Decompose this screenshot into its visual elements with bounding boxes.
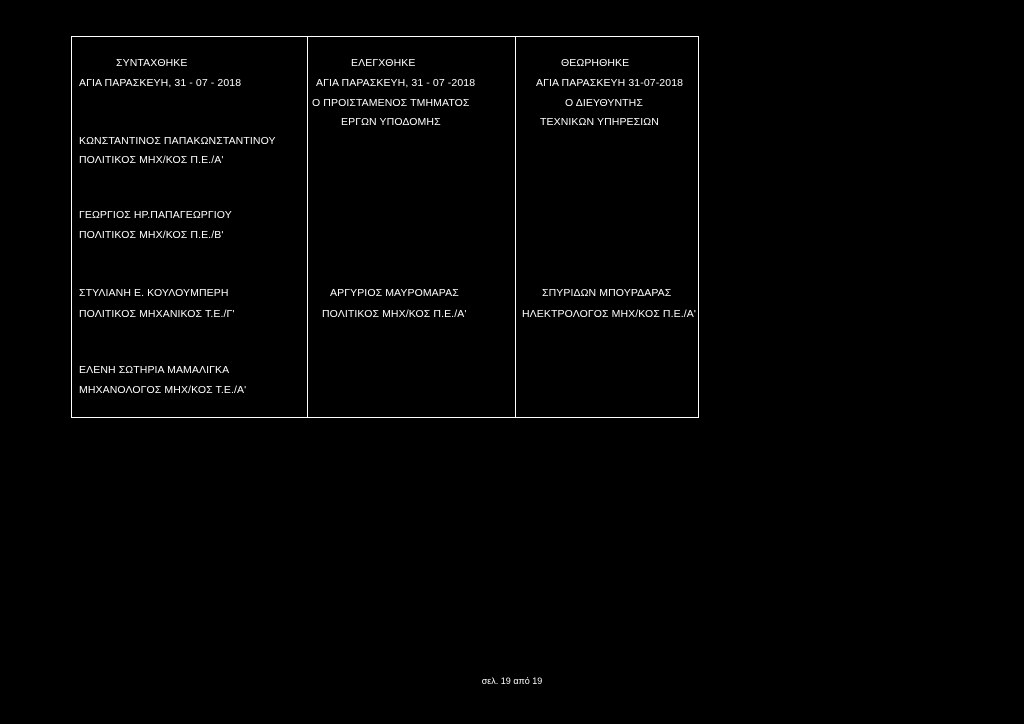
checked-name: ΑΡΓΥΡΙΟΣ ΜΑΥΡΟΜΑΡΑΣ — [330, 287, 459, 299]
checked-title: ΠΟΛΙΤΙΚΟΣ ΜΗΧ/ΚΟΣ Π.Ε./Α' — [322, 308, 467, 320]
approved-role-line-1: Ο ΔΙΕΥΘΥΝΤΗΣ — [565, 97, 643, 109]
column-divider-2 — [515, 37, 516, 417]
checked-heading: ΕΛΕΓΧΘΗΚΕ — [351, 57, 416, 69]
drafted-heading: ΣΥΝΤΑΧΘΗΚΕ — [116, 57, 188, 69]
drafted-signatory-3-title: ΠΟΛΙΤΙΚΟΣ ΜΗΧΑΝΙΚΟΣ Τ.Ε./Γ' — [79, 308, 235, 320]
drafted-place-date: ΑΓΙΑ ΠΑΡΑΣΚΕΥΗ, 31 - 07 - 2018 — [79, 77, 242, 89]
page-number: σελ. 19 από 19 — [481, 676, 543, 686]
drafted-signatory-1-title: ΠΟΛΙΤΙΚΟΣ ΜΗΧ/ΚΟΣ Π.Ε./Α' — [79, 154, 224, 166]
checked-role-line-1: Ο ΠΡΟΙΣΤΑΜΕΝΟΣ ΤΜΗΜΑΤΟΣ — [312, 97, 470, 109]
checked-place-date: ΑΓΙΑ ΠΑΡΑΣΚΕΥΗ, 31 - 07 -2018 — [316, 77, 476, 89]
drafted-signatory-2-title: ΠΟΛΙΤΙΚΟΣ ΜΗΧ/ΚΟΣ Π.Ε./Β' — [79, 229, 224, 241]
drafted-signatory-3-name: ΣΤΥΛΙΑΝΗ Ε. ΚΟΥΛΟΥΜΠΕΡΗ — [79, 287, 229, 299]
approved-title: ΗΛΕΚΤΡΟΛΟΓΟΣ ΜΗΧ/ΚΟΣ Π.Ε./Α' — [522, 308, 696, 320]
checked-role-line-2: ΕΡΓΩΝ ΥΠΟΔΟΜΗΣ — [341, 116, 441, 128]
drafted-signatory-4-title: ΜΗΧΑΝΟΛΟΓΟΣ ΜΗΧ/ΚΟΣ Τ.Ε./Α' — [79, 384, 247, 396]
drafted-signatory-4-name: ΕΛΕΝΗ ΣΩΤΗΡΙΑ ΜΑΜΑΛΙΓΚΑ — [79, 364, 230, 376]
signature-table — [71, 36, 699, 418]
approved-role-line-2: ΤΕΧΝΙΚΩΝ ΥΠΗΡΕΣΙΩΝ — [540, 116, 659, 128]
approved-heading: ΘΕΩΡΗΘΗΚΕ — [561, 57, 630, 69]
drafted-signatory-1-name: ΚΩΝΣΤΑΝΤΙΝΟΣ ΠΑΠΑΚΩΝΣΤΑΝΤΙΝΟΥ — [79, 135, 276, 147]
column-divider-1 — [307, 37, 308, 417]
drafted-signatory-2-name: ΓΕΩΡΓΙΟΣ ΗΡ.ΠΑΠΑΓΕΩΡΓΙΟΥ — [79, 209, 232, 221]
approved-name: ΣΠΥΡΙΔΩΝ ΜΠΟΥΡΔΑΡΑΣ — [542, 287, 672, 299]
approved-place-date: ΑΓΙΑ ΠΑΡΑΣΚΕΥΗ 31-07-2018 — [536, 77, 684, 89]
